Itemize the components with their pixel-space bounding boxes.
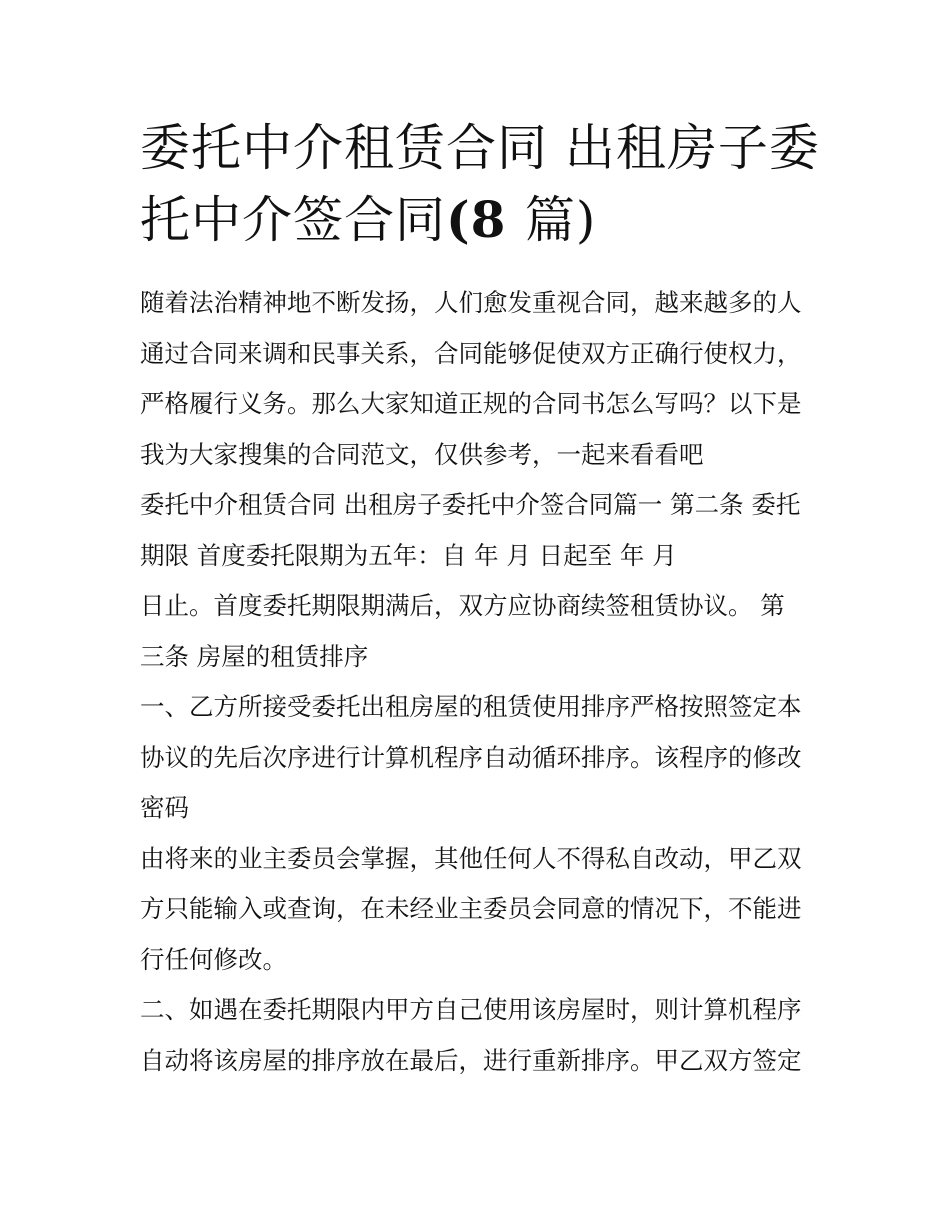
paragraph-line: 密码 — [140, 793, 189, 822]
title-line-2 — [140, 184, 820, 256]
document-body — [140, 256, 820, 1086]
title-count: (8 — [446, 190, 525, 249]
title-line-1: 委托中介租赁合同 出租房子委 — [140, 119, 820, 177]
paragraph-line: 二、如遇在委托期限内甲方自己使用该房屋时，则计算机程序 — [140, 995, 802, 1024]
paragraph-clause-1-cont — [140, 834, 820, 986]
paragraph-line: 通过合同来调和民事关系，合同能够促使双方正确行使权力， — [140, 338, 802, 368]
title-line-2-suffix: 篇) — [524, 191, 597, 249]
paragraph-line: 委托中介租赁合同 出租房子委托中介签合同篇一 第二条 委托 — [140, 490, 801, 519]
paragraph-line: 一、乙方所接受委托出租房屋的租赁使用排序严格按照签定本 — [140, 692, 802, 721]
paragraph-line: 自动将该房屋的排序放在最后，进行重新排序。甲乙双方签定 — [140, 1045, 802, 1075]
title-line-2-prefix: 托中介签合同 — [140, 191, 446, 249]
paragraph-line: 随着法治精神地不断发扬，人们愈发重视合同，越来越多的人 — [140, 288, 802, 317]
paragraph-clause-2 — [140, 985, 820, 1086]
paragraph-line: 三条 房屋的租赁排序 — [140, 641, 369, 671]
paragraph-article-2 — [140, 480, 820, 581]
document-title — [140, 0, 820, 256]
paragraph-line: 方只能输入或查询，在未经业主委员会同意的情况下，不能进 — [140, 894, 802, 923]
paragraph-article-3 — [140, 581, 820, 682]
paragraph-line: 日止。首度委托期限期满后，双方应协商续签租赁协议。 第 — [140, 591, 785, 620]
paragraph-intro — [140, 278, 820, 480]
document-page — [140, 0, 820, 1086]
paragraph-line: 严格履行义务。那么大家知道正规的合同书怎么写吗？以下是 — [140, 389, 802, 418]
paragraph-line: 期限 首度委托限期为五年：自 年 月 日起至 年 月 — [140, 540, 677, 570]
paragraph-clause-1 — [140, 682, 820, 834]
paragraph-line: 行任何修改。 — [140, 944, 287, 974]
paragraph-line: 我为大家搜集的合同范文，仅供参考，一起来看看吧 — [140, 439, 704, 469]
paragraph-line: 协议的先后次序进行计算机程序自动循环排序。该程序的修改 — [140, 742, 802, 772]
paragraph-line: 由将来的业主委员会掌握，其他任何人不得私自改动，甲乙双 — [140, 843, 802, 873]
